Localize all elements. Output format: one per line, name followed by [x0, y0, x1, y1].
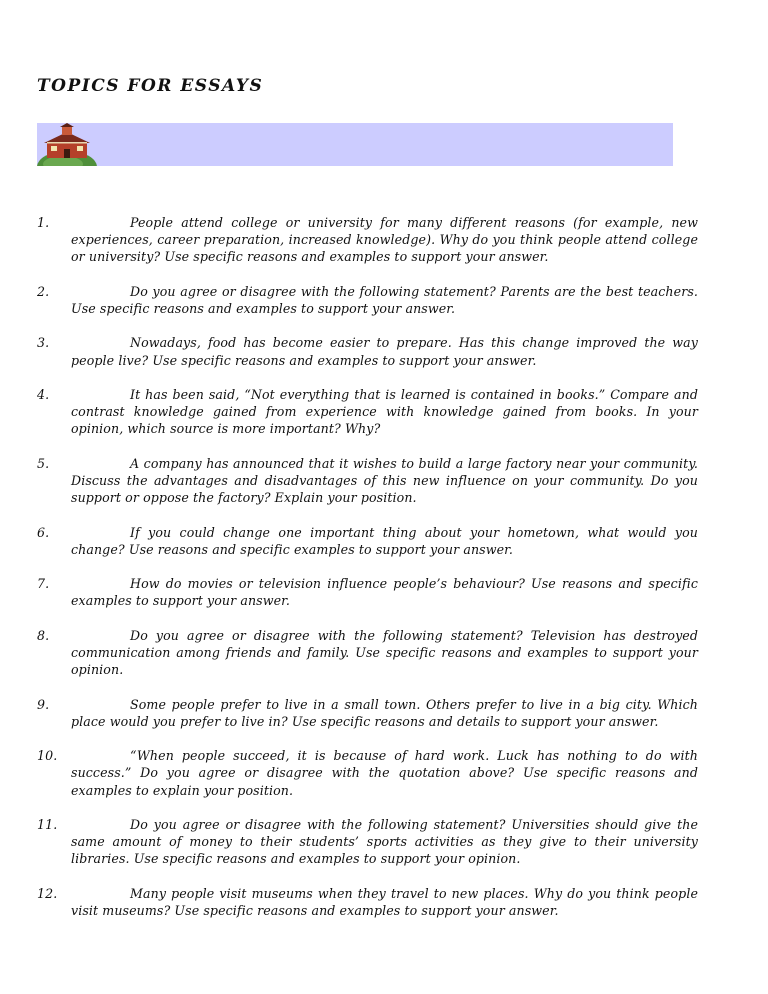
title-banner — [37, 123, 673, 166]
topic-text: Many people visit museums when they travel to new places. Why do you think people visit museums? Use specific reasons and examples to support your answer. — [71, 885, 698, 918]
list-item — [37, 524, 698, 558]
topic-text: Some people prefer to live in a small town. Others prefer to live in a big city. Which place would you prefer to live in? Use specific reasons and details to support your answer. — [71, 696, 698, 729]
list-item — [37, 283, 698, 317]
topic-text: Nowadays, food has become easier to prepare. Has this change improved the way people live? Use specific reasons and examples to support your answer. — [71, 335, 698, 368]
topic-number: 12. — [37, 885, 58, 901]
topic-number: 3. — [37, 335, 50, 351]
list-item — [37, 575, 698, 609]
topic-number: 1. — [37, 215, 50, 230]
topic-number: 2. — [37, 283, 50, 299]
list-item — [37, 816, 698, 868]
list-item — [37, 386, 698, 438]
list-item — [37, 696, 698, 730]
topic-text: “When people succeed, it is because of hard work. Luck has nothing to do with success.” Do you agree or disagree with the quotation above? Use specific reasons and examples to explain your position. — [71, 748, 698, 798]
list-item — [37, 627, 698, 679]
topic-number: 10. — [37, 748, 58, 764]
list-item — [37, 214, 698, 266]
topic-number: 11. — [37, 816, 58, 832]
topic-number: 8. — [37, 627, 50, 643]
essay-topic-list — [37, 214, 698, 936]
topic-text: It has been said, “Not everything that is learned is contained in books.” Compare and contrast knowledge gained from experience with knowledge gained from books. In your opinion, which source is more important? Why? — [71, 386, 698, 437]
topic-text: If you could change one important thing about your hometown, what would you change? Use reasons and specific examples to support your answer. — [71, 524, 698, 557]
topic-number: 6. — [37, 524, 50, 540]
schoolhouse-icon — [37, 123, 97, 166]
topic-text: Do you agree or disagree with the following statement? Universities should give the same amount of money to their students’ sports activities as they give to their university libraries. Use specific reasons and examples to support your opinion. — [71, 816, 698, 867]
topic-text: Do you agree or disagree with the following statement? Television has destroyed communication among friends and family. Use specific reasons and examples to support your opinion. — [71, 627, 698, 678]
topic-text: How do movies or television influence people’s behaviour? Use reasons and specific examples to support your answer. — [71, 576, 698, 609]
list-item — [37, 455, 698, 507]
page-title: TOPICS FOR ESSAYS — [37, 76, 264, 96]
topic-number: 9. — [37, 696, 50, 712]
list-item — [37, 885, 698, 919]
topic-number: 4. — [37, 386, 50, 402]
topic-text: People attend college or university for many different reasons (for example, new experiences, career preparation, increased knowledge). Why do you think people attend college or university? Use specific reasons and examples to support your answer. — [71, 215, 698, 265]
topic-number: 5. — [37, 455, 50, 471]
list-item — [37, 334, 698, 368]
list-item — [37, 747, 698, 799]
topic-text: Do you agree or disagree with the following statement? Parents are the best teachers. Use specific reasons and examples to support your answer. — [71, 283, 698, 316]
topic-number: 7. — [37, 576, 50, 592]
topic-text: A company has announced that it wishes to build a large factory near your community. Discuss the advantages and disadvantages of this new influence on your community. Do you support or oppose the factory? Explain your position. — [71, 455, 698, 506]
